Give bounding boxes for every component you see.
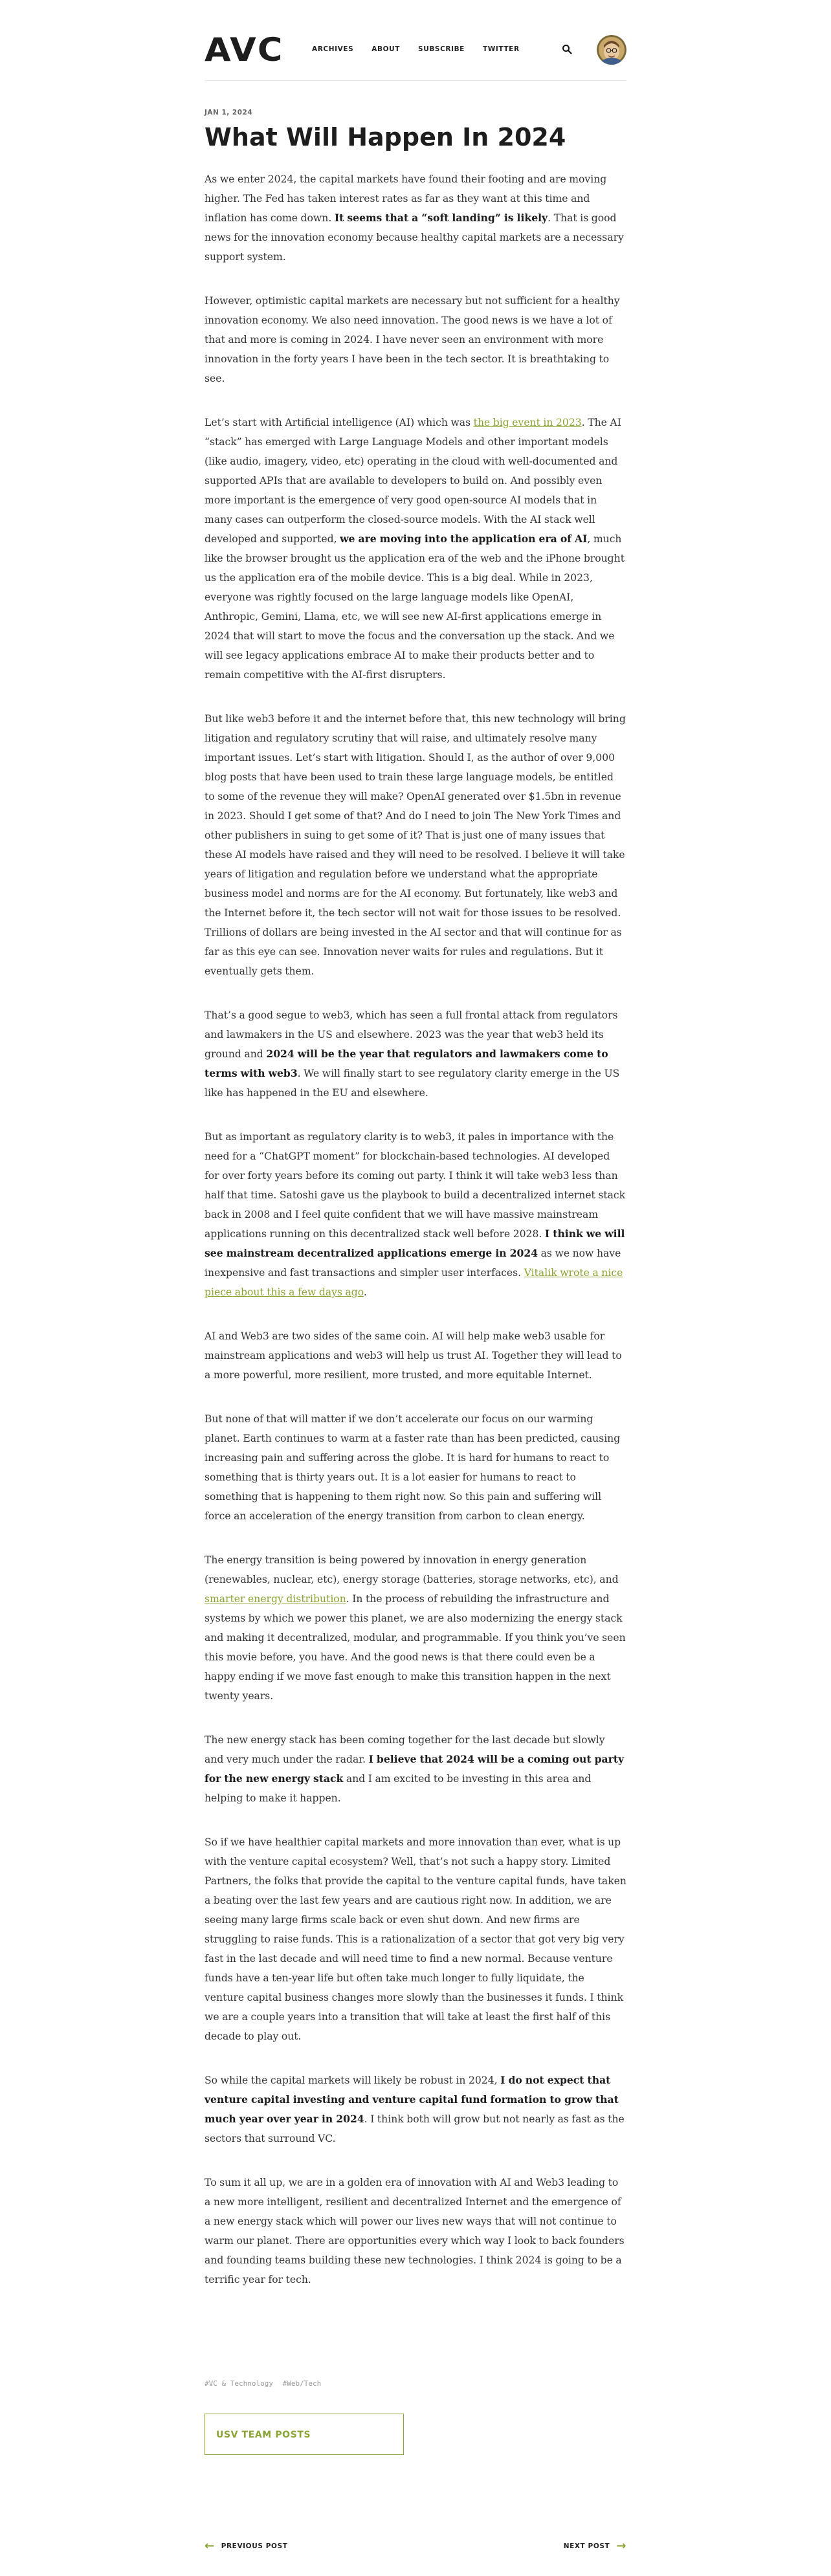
bold-text: It seems that a “soft landing” is likely <box>334 212 548 224</box>
post-paragraph <box>205 2071 626 2148</box>
paragraph-text: That’s a good segue to web3, which has seen a full frontal attack from regulators and lawmakers in the US and elsewhere. 2023 was the year that web3 held its ground and <box>205 1009 618 1060</box>
bold-text: I do not expect that venture capital investing and venture capital fund formation to grow that much year over year in 2024 <box>205 2074 619 2125</box>
paragraph-text: and I am excited to be investing in this area and helping to make it happen. <box>205 1773 592 1804</box>
post-paragraph <box>205 709 626 981</box>
paragraph-text: . I think both will grow but not nearly as fast as the sectors that surround VC. <box>205 2113 625 2144</box>
paragraph-text: . That is good news for the innovation economy because healthy capital markets are a necessary support system. <box>205 212 624 263</box>
search-icon[interactable] <box>562 44 572 54</box>
nav-subscribe[interactable]: SUBSCRIBE <box>418 45 465 53</box>
post-paragraph <box>205 413 626 685</box>
paragraph-text: To sum it all up, we are in a golden era of innovation with AI and Web3 leading to a new more intelligent, resilient and decentralized Internet and the emergence of a new energy stack which will power our lives new ways that will not continue to warm our planet. There are opportunities every which way I look to back founders and founding teams building these new technologies. I think 2024 is going to be a terrific year for tech. <box>205 2177 625 2285</box>
post-pager <box>205 2540 626 2553</box>
bold-text: 2024 will be the year that regulators and lawmakers come to terms with web3 <box>205 1048 608 1079</box>
arrow-left-icon: ← <box>205 2539 215 2553</box>
paragraph-text: , much like the browser brought us the application era of the web and the iPhone brought us the application era of the mobile device. This is a big deal. While in 2023, everyone was rightly focused on the large language models like OpenAI, Anthropic, Gemini, Llama, etc, we will see new AI-first applications emerge in 2024 that will start to move the focus and the conversation up the stack. And we will see legacy applications embrace AI to make their products better and to remain competitive with the AI-first disrupters. <box>205 533 625 681</box>
paragraph-text: The energy transition is being powered by innovation in energy generation (renewables, nuclear, etc), energy storage (batteries, storage networks, etc), and <box>205 1554 619 1585</box>
post-paragraph <box>205 1833 626 2046</box>
paragraph-text: But none of that will matter if we don’t accelerate our focus on our warming planet. Earth continues to warm at a faster rate than has been predicted, causing increasing pain and suffering across the globe. It is hard for humans to react to something that is thirty years out. It is a lot easier for humans to react to something that is happening to them right now. So this pain and suffering will force an acceleration of the energy transition from carbon to clean energy. <box>205 1413 621 1522</box>
tag-web-tech[interactable]: #Web/Tech <box>282 2379 322 2388</box>
site-header <box>205 28 626 67</box>
nav-about[interactable]: ABOUT <box>371 45 401 53</box>
paragraph-text: . In the process of rebuilding the infrastructure and systems by which we power this planet, we are also modernizing the energy stack and making it decentralized, modular, and programmable. If you think you’ve seen this movie before, you have. And the good news is that there could even be a happy ending if we move fast enough to make this transition happen in the next twenty years. <box>205 1593 626 1702</box>
inline-link[interactable]: smarter energy distribution <box>205 1593 346 1605</box>
post-paragraph <box>205 291 626 388</box>
post-paragraph <box>205 2173 626 2289</box>
post-paragraph <box>205 1550 626 1706</box>
paragraph-text: The new energy stack has been coming together for the last decade but slowly and very much under the radar. <box>205 1734 605 1765</box>
header-divider <box>205 80 626 81</box>
paragraph-text: . <box>363 1286 367 1298</box>
paragraph-text: So if we have healthier capital markets and more innovation than ever, what is up with the venture capital ecosystem? Well, that’s not such a happy story. Limited Partners, the folks that provide the capital to the venture capital funds, have taken a beating over the last few years and are cautious right now. In addition, we are seeing many large firms scale back or even shut down. And new firms are struggling to raise funds. This is a rationalization of a sector that got very big very fast in the last decade and will need time to find a new normal. Because venture funds have a ten-year life but often take much longer to fully liquidate, the venture capital business changes more slowly than the businesses it funds. I think we are a couple years into a transition that will take at least the first half of this decade to play out. <box>205 1836 626 2042</box>
next-post-link[interactable] <box>564 2540 626 2552</box>
site-logo[interactable]: AVC <box>205 31 284 69</box>
usv-team-posts-box[interactable] <box>205 2414 404 2455</box>
bold-text: I believe that 2024 will be a coming out party for the new energy stack <box>205 1753 625 1785</box>
paragraph-text: So while the capital markets will likely be robust in 2024, <box>205 2075 501 2086</box>
paragraph-text: However, optimistic capital markets are necessary but not sufficient for a healthy innovation economy. We also need innovation. The good news is we have a lot of that and more is coming in 2024. I have never seen an environment with more innovation in the forty years I have been in the tech sector. It is breathtaking to see. <box>205 295 620 384</box>
inline-link[interactable]: the big event in 2023 <box>473 417 582 428</box>
tag-vc-technology[interactable]: #VC & Technology <box>205 2379 273 2388</box>
inline-link[interactable]: Vitalik wrote a nice piece about this a few days ago <box>205 1267 623 1298</box>
previous-post-label: PREVIOUS POST <box>221 2542 288 2550</box>
paragraph-text: . The AI “stack” has emerged with Large Language Models and other important models (like audio, imagery, video, etc) operating in the cloud with well-documented and supported APIs that are available to developers to build on. And possibly even more important is the emergence of very good open-source AI models that in many cases can outperform the closed-source models. With the AI stack well developed and supported, <box>205 417 621 545</box>
bold-text: I think we will see mainstream decentralized applications emerge in 2024 <box>205 1227 625 1259</box>
paragraph-text: AI and Web3 are two sides of the same coin. AI will help make web3 usable for mainstream applications and web3 will help us trust AI. Together they will lead to a more powerful, more resilient, more trusted, and more equitable Internet. <box>205 1330 622 1381</box>
paragraph-text: But as important as regulatory clarity is to web3, it pales in importance with the need for a “ChatGPT moment” for blockchain-based technologies. AI developed for over forty years before its coming out party. I think it will take web3 less than half that time. Satoshi gave us the playbook to build a decentralized internet stack back in 2008 and I feel quite confident that we will have massive mainstream applications running on this decentralized stack well before 2028. <box>205 1131 626 1240</box>
post-paragraph <box>205 1327 626 1385</box>
post-body <box>205 170 626 2314</box>
nav-archives[interactable]: ARCHIVES <box>312 45 354 53</box>
main-nav <box>312 45 538 53</box>
arrow-right-icon: → <box>616 2539 626 2553</box>
bold-text: we are moving into the application era of AI <box>340 533 588 545</box>
nav-twitter[interactable]: TWITTER <box>482 45 520 53</box>
post-paragraph <box>205 1730 626 1808</box>
paragraph-text: as we now have inexpensive and fast transactions and simpler user interfaces. <box>205 1248 621 1279</box>
post-title: What Will Happen In 2024 <box>205 123 566 151</box>
paragraph-text: As we enter 2024, the capital markets have found their footing and are moving higher. The Fed has taken interest rates as far as they want at this time and inflation has come down. <box>205 173 607 224</box>
post-paragraph <box>205 1127 626 1302</box>
avatar[interactable] <box>597 35 626 65</box>
post-paragraph <box>205 170 626 267</box>
post-paragraph <box>205 1006 626 1103</box>
paragraph-text: . We will finally start to see regulatory clarity emerge in the US like has happened in the EU and elsewhere. <box>205 1068 620 1099</box>
next-post-label: NEXT POST <box>563 2542 610 2550</box>
paragraph-text: But like web3 before it and the internet before that, this new technology will bring litigation and regulatory scrutiny that will raise, and ultimately resolve many important issues. Let’s start with litigation. Should I, as the author of over 9,000 blog posts that have been used to train these large language models, be entitled to some of the revenue they will make? OpenAI generated over $1.5bn in revenue in 2023. Should I get some of that? And do I need to join The New York Times and other publishers in suing to get some of it? That is just one of many issues that these AI models have raised and they will need to be resolved. I believe it will take years of litigation and regulation before we understand what the appropriate business model and norms are for the AI economy. But fortunately, like web3 and the Internet before it, the tech sector will not wait for those issues to be resolved. Trillions of dollars are being invested in the AI sector and that will continue for as far as this eye can see. Innovation never waits for rules and regulations. But it eventually gets them. <box>205 713 626 977</box>
usv-team-posts-label: USV TEAM POSTS <box>216 2430 311 2440</box>
previous-post-link[interactable] <box>205 2540 288 2552</box>
paragraph-text: Let’s start with Artificial intelligence (AI) which was <box>205 417 474 428</box>
post-date: JAN 1, 2024 <box>205 109 253 116</box>
post-tags <box>205 2379 326 2388</box>
post-paragraph <box>205 1409 626 1526</box>
